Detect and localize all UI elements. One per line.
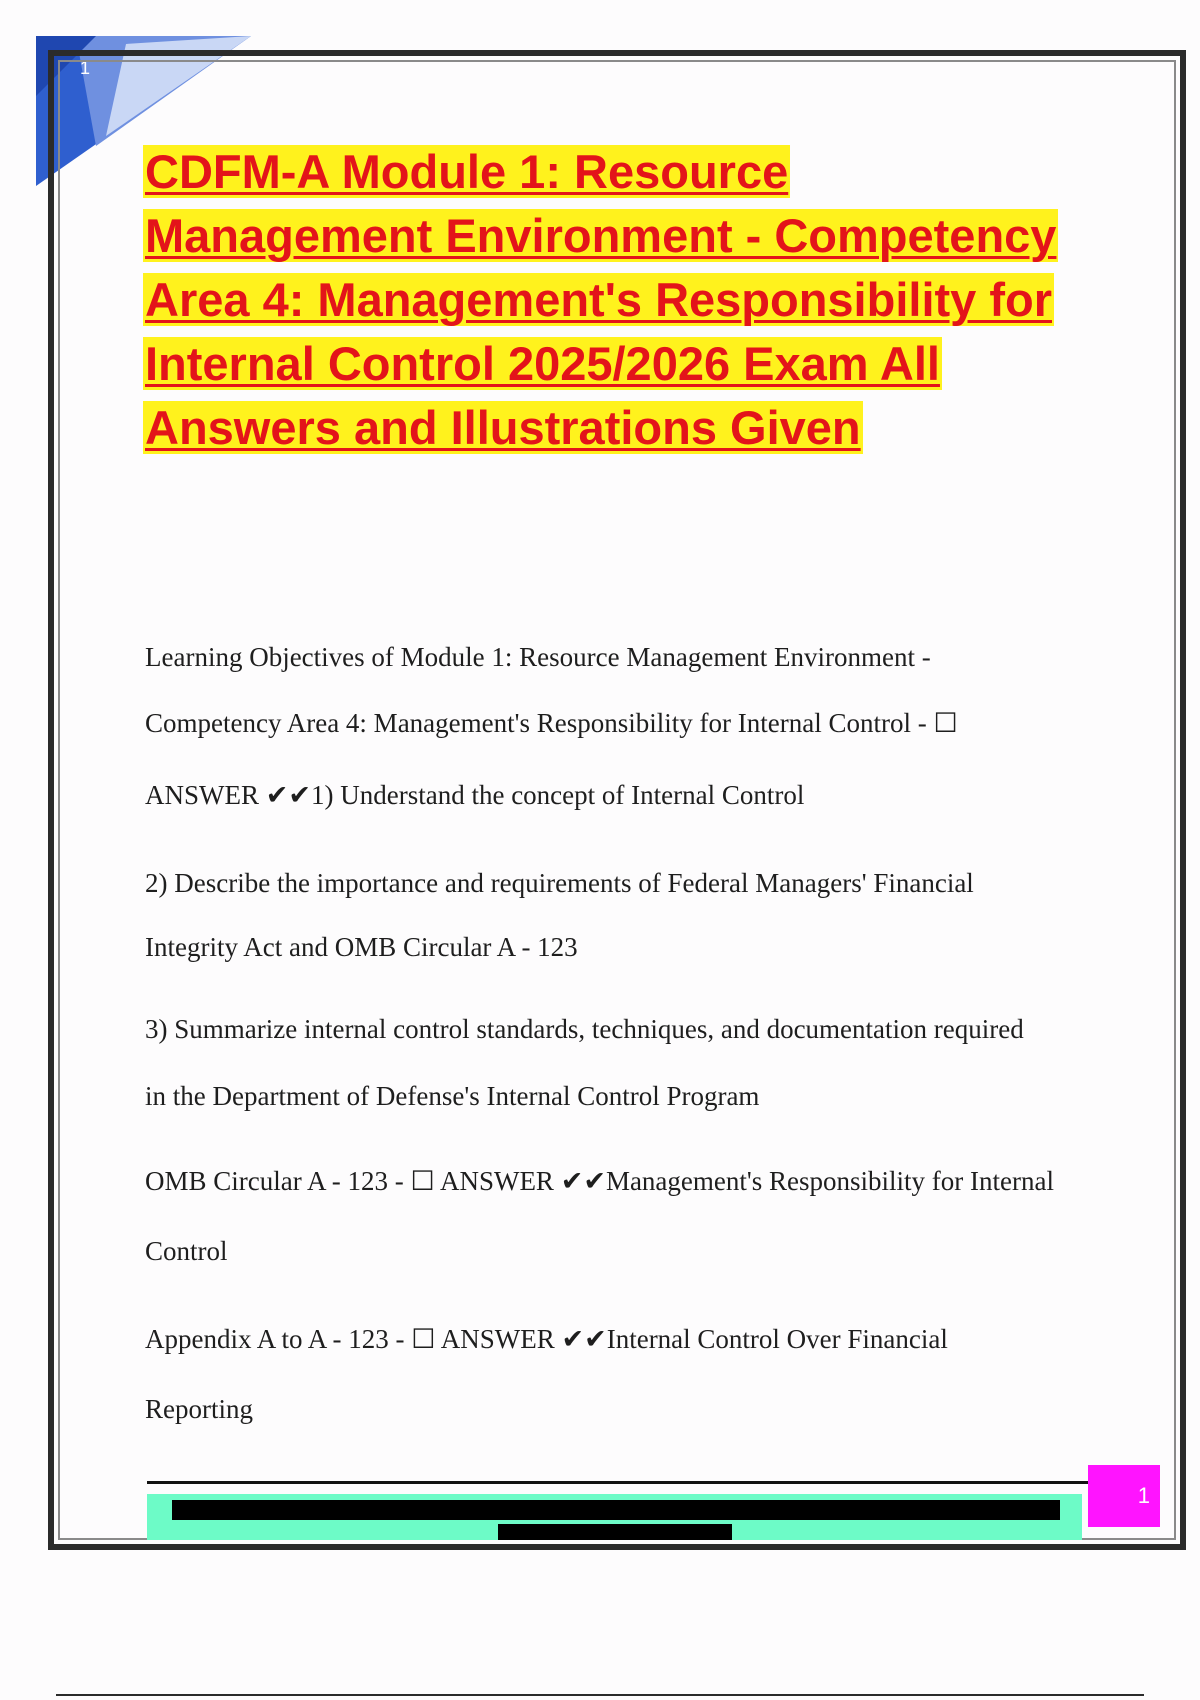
document-title [143,140,1103,460]
corner-page-number: 1 [80,58,91,78]
bottom-rule [56,1694,1144,1696]
title-line-2: Management Environment - Competency [145,209,1057,262]
title-line-4: Internal Control 2025/2026 Exam All [145,337,940,390]
content-line: 2) Describe the importance and requirements of Federal Managers' Financial [145,868,974,898]
footer-redaction-bar-small [498,1524,732,1540]
content-line: Reporting [145,1394,253,1424]
content-line: ANSWER ✔✔1) Understand the concept of Internal Control [145,780,805,810]
content-line: Appendix A to A - 123 - ☐ ANSWER ✔✔Internal Control Over Financial [145,1324,948,1354]
content-line: 3) Summarize internal control standards, techniques, and documentation required [145,1014,1024,1044]
content-line: Competency Area 4: Management's Responsibility for Internal Control - ☐ [145,708,958,738]
page-number-badge: 1 [1088,1465,1160,1527]
title-line-3: Area 4: Management's Responsibility for [145,273,1052,326]
title-line-1: CDFM-A Module 1: Resource [145,145,789,198]
footer-rule [147,1481,1090,1484]
footer-redaction-bar [172,1500,1060,1520]
content-line: OMB Circular A - 123 - ☐ ANSWER ✔✔Management's Responsibility for Internal [145,1166,1054,1196]
content-line: Integrity Act and OMB Circular A - 123 [145,932,578,962]
content-line: in the Department of Defense's Internal Control Program [145,1081,760,1111]
title-line-5: Answers and Illustrations Given [145,401,861,454]
content-line: Control [145,1236,228,1266]
content-line: Learning Objectives of Module 1: Resource Management Environment - [145,642,931,672]
